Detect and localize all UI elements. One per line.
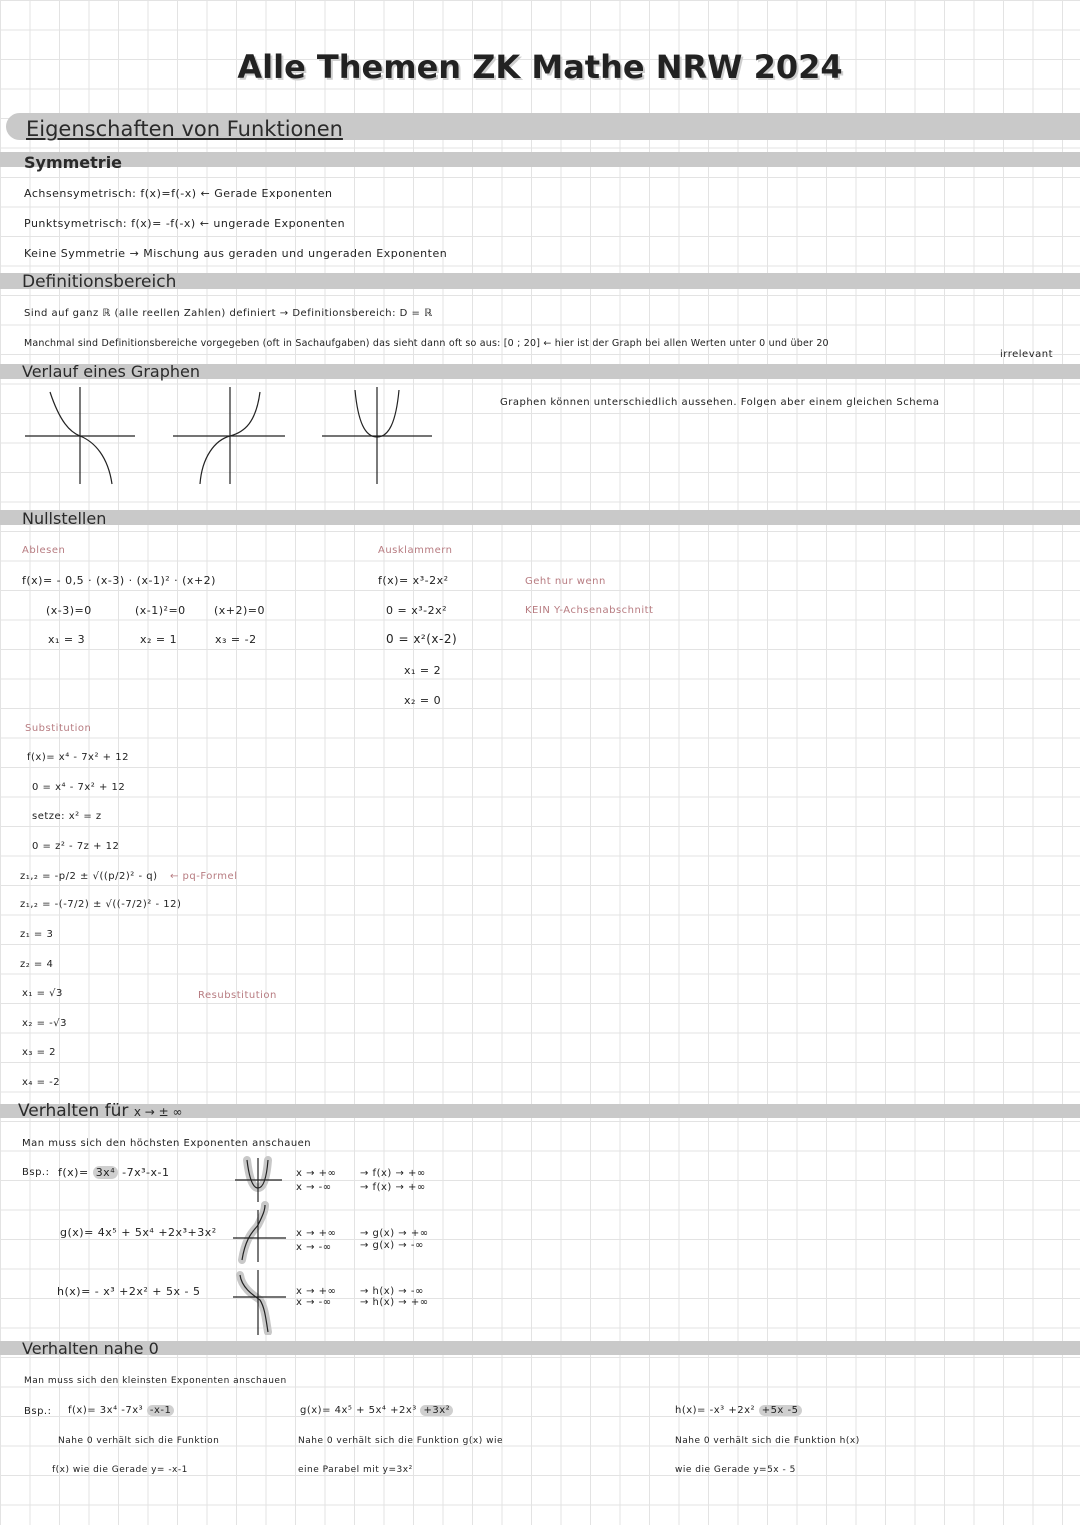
limit-right: → h(x) → +∞ [360, 1297, 429, 1308]
limit-left: x → -∞ [296, 1182, 332, 1193]
fn-part: -7x³-x-1 [118, 1166, 170, 1179]
fn-part: g(x)= [60, 1226, 98, 1239]
explanation: Nahe 0 verhält sich die Funktion h(x) [675, 1436, 860, 1446]
substitution-line: 0 = z² - 7z + 12 [32, 841, 120, 852]
ablesen-sol: x₁ = 3 [48, 633, 86, 646]
bsp-label: Bsp.: [22, 1167, 50, 1178]
heading-bar [0, 510, 1080, 525]
symmetrie-line: Keine Symmetrie → Mischung aus geraden und ungeraden Exponenten [24, 247, 448, 260]
graph-sketches [20, 382, 450, 487]
limit-left: x → +∞ [296, 1286, 337, 1297]
ausklammern-line: 0 = x²(x-2) [386, 632, 458, 646]
ablesen-label: Ablesen [22, 545, 66, 556]
explanation: Nahe 0 verhält sich die Funktion [58, 1436, 220, 1446]
substitution-line: x₁ = √3 [22, 988, 63, 999]
substitution-line: z₁,₂ = -(-7/2) ± √((-7/2)² - 12) [20, 899, 182, 910]
fn-part: f(x)= 3x⁴ -7x³ [68, 1405, 147, 1416]
symmetrie-line: Punktsymetrisch: f(x)= -f(-x) ← ungerade Exponenten [24, 217, 346, 230]
symmetrie-heading: Symmetrie [24, 153, 123, 172]
ausklammern-note: Geht nur wenn [525, 576, 606, 587]
heading-bar [0, 152, 1080, 167]
substitution-line: z₁ = 3 [20, 929, 54, 940]
example-function [60, 1226, 217, 1239]
ablesen-function: f(x)= - 0,5 · (x-3) · (x-1)² · (x+2) [22, 574, 216, 587]
bsp-label: Bsp.: [24, 1406, 52, 1417]
limit-right: → f(x) → +∞ [360, 1168, 426, 1179]
verlauf-heading: Verlauf eines Graphen [22, 362, 200, 381]
ablesen-eq: (x-3)=0 [46, 604, 92, 617]
verhalten-null-heading: Verhalten nahe 0 [22, 1339, 159, 1358]
limit-left: x → -∞ [296, 1297, 332, 1308]
substitution-line: z₂ = 4 [20, 959, 54, 970]
example-function [675, 1405, 802, 1416]
ablesen-sol: x₂ = 1 [140, 633, 178, 646]
ausklammern-line: f(x)= x³-2x² [378, 574, 449, 587]
substitution-line: x₂ = -√3 [22, 1018, 68, 1029]
ablesen-sol: x₃ = -2 [215, 633, 257, 646]
intro-text: Man muss sich den kleinsten Exponenten anschauen [24, 1376, 287, 1386]
verhalten-unendlich-heading [18, 1101, 183, 1121]
highlight: 3x⁴ [93, 1166, 118, 1179]
limit-right: → f(x) → +∞ [360, 1182, 426, 1193]
ausklammern-line: x₂ = 0 [404, 694, 442, 707]
explanation: wie die Gerade y=5x - 5 [675, 1465, 796, 1475]
verlauf-note: Graphen können unterschiedlich aussehen. Folgen aber einem gleichen Schema [500, 397, 940, 408]
main-heading: Eigenschaften von Funktionen [26, 117, 343, 141]
explanation: eine Parabel mit y=3x² [298, 1465, 413, 1475]
intro-text: Man muss sich den höchsten Exponenten anschauen [22, 1138, 312, 1149]
example-function [68, 1405, 174, 1416]
limit-left: x → +∞ [296, 1168, 337, 1179]
def-line: Sind auf ganz ℝ (alle reellen Zahlen) definiert → Definitionsbereich: D = ℝ [24, 308, 433, 319]
example-function [300, 1405, 453, 1416]
example-function [57, 1285, 200, 1298]
substitution-line: setze: x² = z [32, 811, 102, 822]
limit-right: → g(x) → -∞ [360, 1240, 424, 1251]
definitionsbereich-heading: Definitionsbereich [22, 272, 177, 292]
explanation: f(x) wie die Gerade y= -x-1 [52, 1465, 188, 1475]
limit-left: x → +∞ [296, 1228, 337, 1239]
highlight: +3x² [420, 1405, 453, 1416]
def-line: Manchmal sind Definitionsbereiche vorgegeben (oft in Sachaufgaben) das sieht dann oft so aus: [0 ; 20] ← hier ist der Graph bei allen Werten unter 0 und über 20 [24, 338, 829, 349]
substitution-label: Substitution [25, 723, 92, 734]
limit-right: → g(x) → +∞ [360, 1228, 429, 1239]
end-behavior-sketches [230, 1150, 290, 1335]
fn-part: f(x)= [58, 1166, 93, 1179]
pq-note: ← pq-Formel [170, 871, 238, 882]
substitution-line: 0 = x⁴ - 7x² + 12 [32, 782, 126, 793]
fn-part: 4x⁵ + 5x⁴ +2x³+3x² [97, 1226, 217, 1239]
ablesen-eq: (x-1)²=0 [135, 604, 186, 617]
explanation: Nahe 0 verhält sich die Funktion g(x) wie [298, 1436, 503, 1446]
highlight: -x-1 [147, 1405, 175, 1416]
def-line: irrelevant [1000, 349, 1053, 360]
ausklammern-line: 0 = x³-2x² [386, 604, 448, 617]
nullstellen-heading: Nullstellen [22, 509, 107, 528]
ablesen-eq: (x+2)=0 [214, 604, 266, 617]
heading-bar [0, 1341, 1080, 1355]
limit-left: x → -∞ [296, 1242, 332, 1253]
substitution-line: f(x)= x⁴ - 7x² + 12 [27, 752, 129, 763]
heading-symbol: x → ± ∞ [133, 1105, 183, 1119]
substitution-line: x₄ = -2 [22, 1077, 61, 1088]
ausklammern-label: Ausklammern [378, 545, 453, 556]
highlight: +5x -5 [759, 1405, 802, 1416]
symmetrie-line: Achsensymetrisch: f(x)=f(-x) ← Gerade Exponenten [24, 187, 333, 200]
example-function [58, 1166, 169, 1179]
resubstitution-note: Resubstitution [198, 990, 277, 1001]
ausklammern-note: KEIN Y-Achsenabschnitt [525, 605, 654, 616]
page-title: Alle Themen ZK Mathe NRW 2024 [237, 48, 843, 86]
substitution-line: z₁,₂ = -p/2 ± √((p/2)² - q) [20, 871, 158, 882]
limit-right: → h(x) → -∞ [360, 1286, 424, 1297]
fn-part: h(x)= [57, 1285, 95, 1298]
fn-part: g(x)= 4x⁵ + 5x⁴ +2x³ [300, 1405, 421, 1416]
fn-part: - x³ +2x² + 5x - 5 [94, 1285, 201, 1298]
substitution-line: x₃ = 2 [22, 1047, 57, 1058]
ausklammern-line: x₁ = 2 [404, 664, 442, 677]
heading-text: Verhalten für [18, 1101, 129, 1121]
fn-part: h(x)= -x³ +2x² [675, 1405, 759, 1416]
